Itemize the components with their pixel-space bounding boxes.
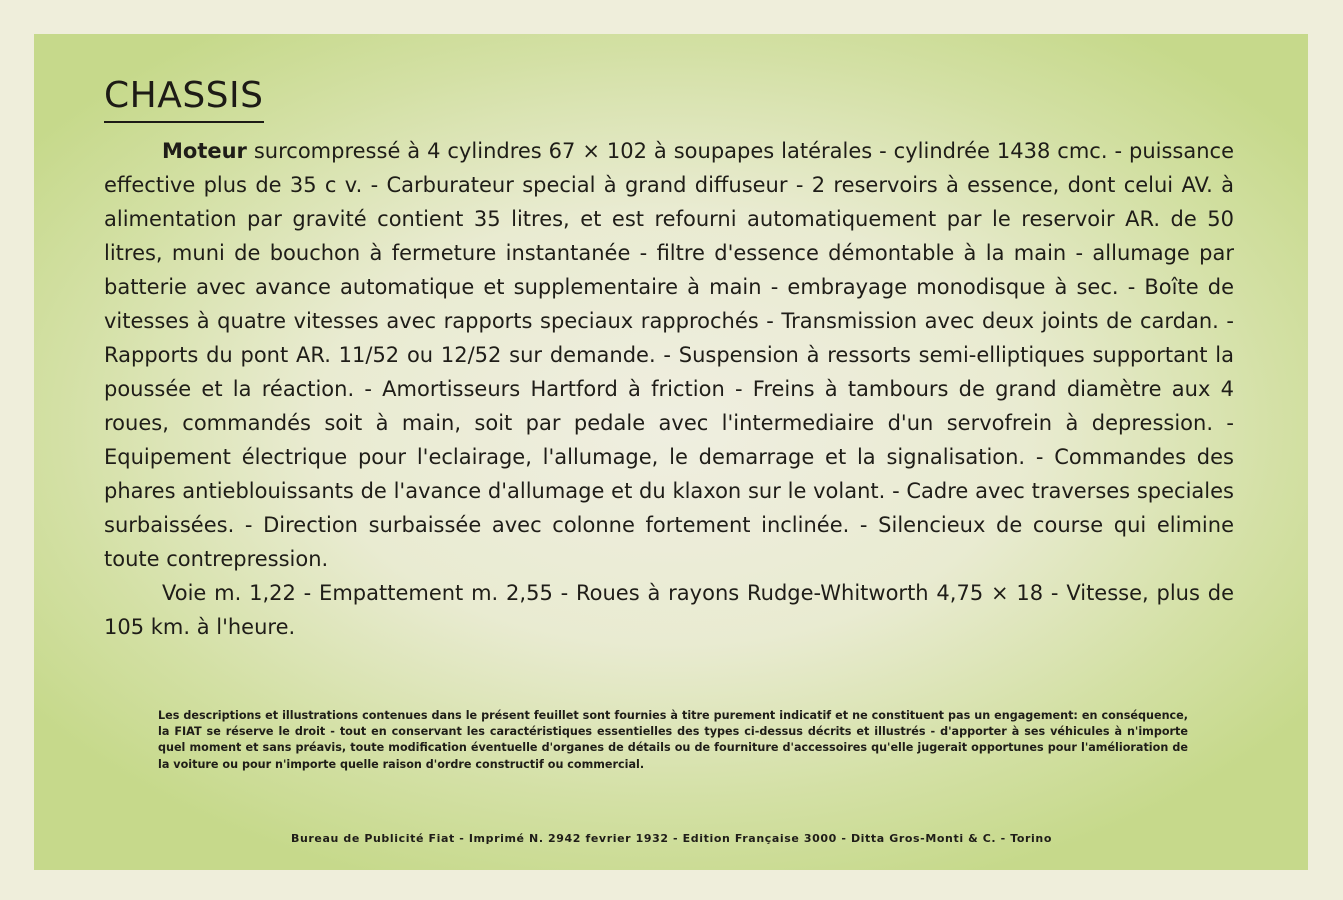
engine-lead-word: Moteur [162,139,247,163]
page-title: CHASSIS [104,75,264,116]
dimensions-paragraph: Voie m. 1,22 - Empattement m. 2,55 - Roues à rayons Rudge-Whitworth 4,75 × 18 - Vitesse, plus de 105 km. à l'heure. [104,581,1234,639]
printer-footer: Bureau de Publicité Fiat - Imprimé N. 2942 fevrier 1932 - Edition Française 3000 - Ditta Gros-Monti & C. - Torino [290,832,1053,845]
legal-disclaimer: Les descriptions et illustrations contenues dans le présent feuillet sont fournies à titre purement indicatif et ne constituent pas un engagement: en conséquence, la FIAT se réserve le droit - tout en conservant les caractéristiques essentielles des types ci-dessus décrits et illustrés - d'apporter à ses véhicules à n'importe quel moment et sans préavis, toute modification éventuelle d'organes de détails ou de fourniture d'accessoires qu'elle jugerait opportunes pour l'amélioration de la voiture ou pour n'importe quelle raison d'ordre constructif ou commercial. [158,709,1188,771]
engine-paragraph [104,134,1234,576]
title-underline [104,121,264,123]
engine-description: surcompressé à 4 cylindres 67 × 102 à soupapes latérales - cylindrée 1438 cmc. - puissance effective plus de 35 c v. - Carburateur special à grand diffuseur - 2 reservoirs à essence, dont celui AV. à alimentation par gravité contient 35 litres, et est refourni automatiquement par le reservoir AR. de 50 litres, muni de bouchon à fermeture instantanée - filtre d'essence démontable à la main - allumage par batterie avec avance automatique et supplementaire à main - embrayage monodisque à sec. - Boîte de vitesses à quatre vitesses avec rapports speciaux rapprochés - Transmission avec deux joints de cardan. - Rapports du pont AR. 11/52 ou 12/52 sur demande. - Suspension à ressorts semi-elliptiques supportant la poussée et la réaction. - Amortisseurs Hartford à friction - Freins à tambours de grand diamètre aux 4 roues, commandés soit à main, soit par pedale avec l'intermediaire d'un servofrein à depression. - Equipement électrique pour l'eclairage, l'allumage, le demarrage et la signalisation. - Commandes des phares antieblouissants de l'avance d'allumage et du klaxon sur le volant. - Cadre avec traverses speciales surbaissées. - Direction surbaissée avec colonne fortement inclinée. - Silencieux de course qui elimine toute contrepression. [104,139,1234,571]
specification-text [104,134,1234,644]
